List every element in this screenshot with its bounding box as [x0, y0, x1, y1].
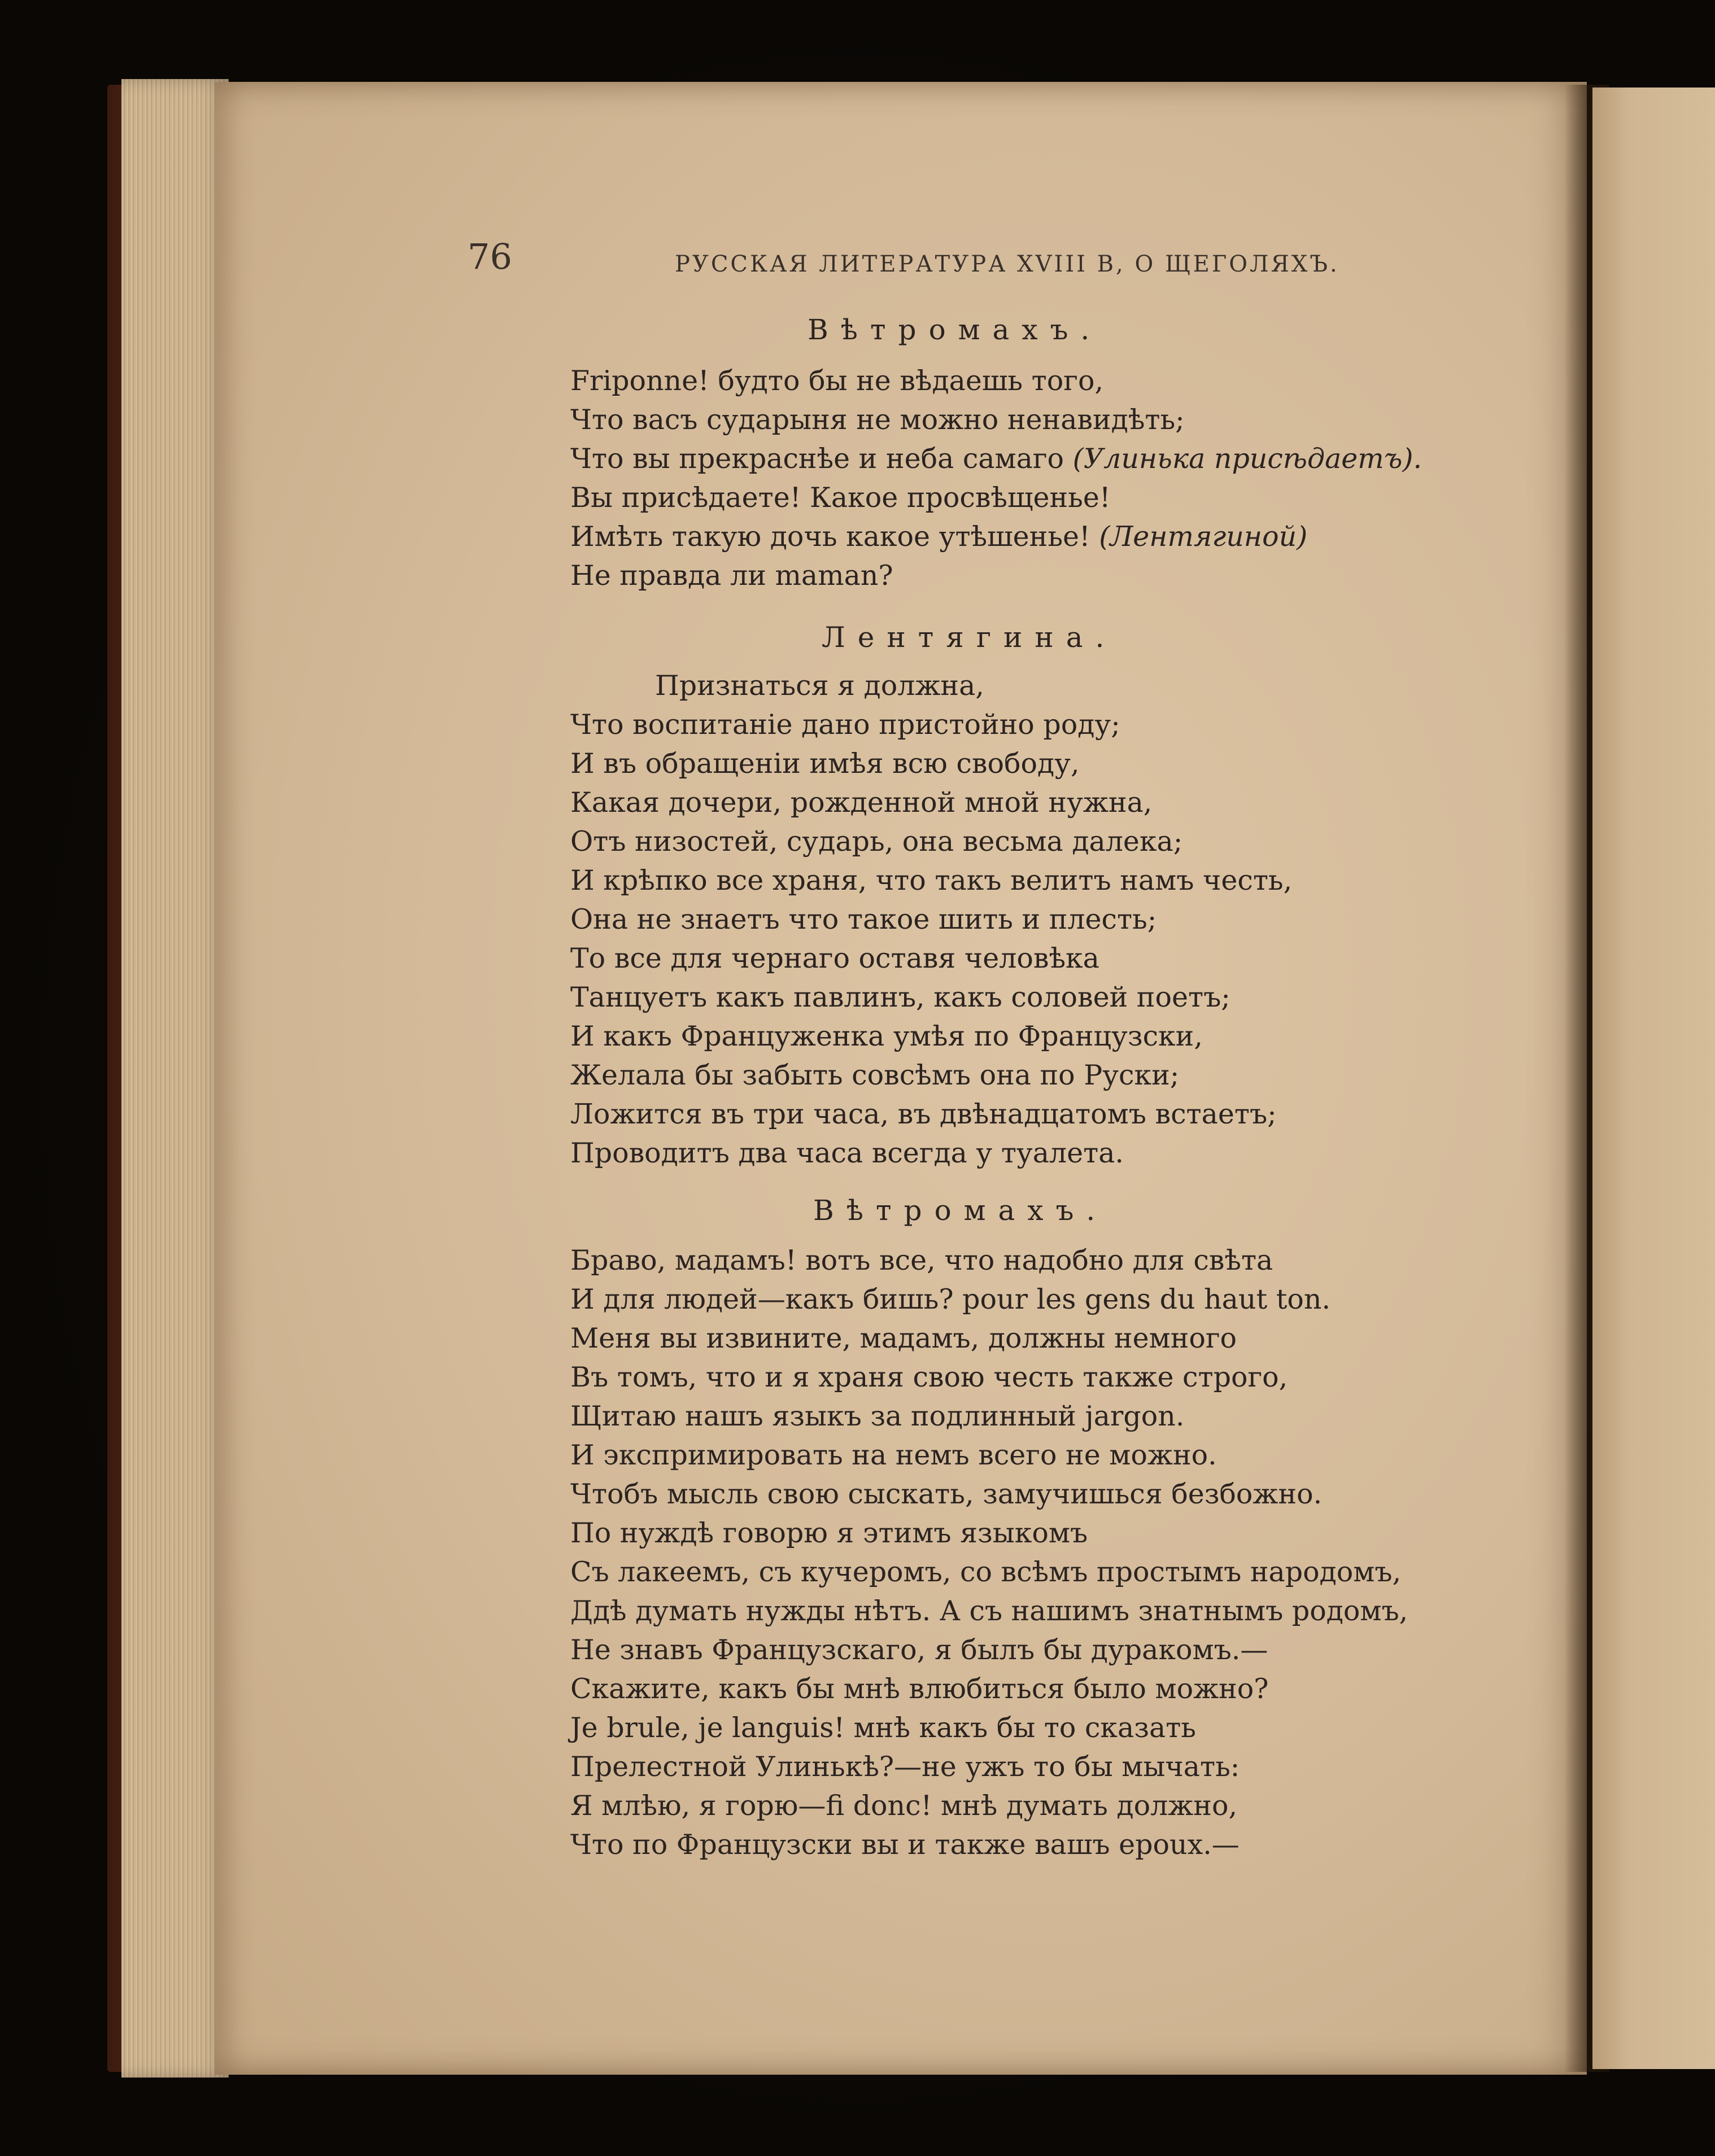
verse-text: Имѣть такую дочь какое утѣшенье!: [570, 521, 1090, 553]
verse-line: И экспримировать на немъ всего не можно.: [570, 1439, 1217, 1471]
verse-line: Что по Французски вы и также вашъ epoux.—: [570, 1829, 1240, 1861]
verse-line: Я млѣю, я горю—fi donc! мнѣ думать должно,: [570, 1790, 1238, 1822]
verse-line: Ддѣ думать нужды нѣтъ. А съ нашимъ знатнымъ родомъ,: [570, 1595, 1408, 1627]
verse-text: Что вы прекраснѣе и неба самаго: [570, 443, 1064, 475]
verse-line: Проводитъ два часа всегда у туалета.: [570, 1137, 1124, 1169]
verse-line: Не правда ли maman?: [570, 559, 893, 592]
verse-line: Не знавъ Французскаго, я былъ бы дуракомъ.—: [570, 1634, 1268, 1666]
verse-line: Съ лакеемъ, съ кучеромъ, со всѣмъ простымъ народомъ,: [570, 1556, 1402, 1588]
verse-line: Щитаю нашъ языкъ за подлинный jargon.: [570, 1400, 1185, 1432]
verse-line: Отъ низостей, сударь, она весьма далека;: [570, 825, 1183, 858]
running-head: РУССКАЯ ЛИТЕРАТУРА XVIII В, О ЩЕГОЛЯХЪ.: [675, 251, 1339, 277]
verse-line: И какъ Француженка умѣя по Французски,: [570, 1020, 1203, 1052]
verse-line: И для людей—какъ бишь? pour les gens du haut ton.: [570, 1283, 1331, 1315]
verse-line: Что васъ сударыня не можно ненавидѣть;: [570, 404, 1185, 436]
page-number: 76: [468, 236, 512, 277]
verse-line: Какая дочери, рожденной мной нужна,: [570, 786, 1153, 819]
speaker-name: Лентягина.: [822, 621, 1117, 654]
verse-line: Желала бы забыть совсѣмъ она по Руски;: [570, 1059, 1180, 1091]
verse-line: То все для чернаго оставя человѣка: [570, 942, 1099, 974]
verse-line: И въ обращеніи имѣя всю свободу,: [570, 747, 1080, 780]
verse-line: Чтобъ мысль свою сыскать, замучишься безбожно.: [570, 1478, 1323, 1510]
verse-line: [570, 439, 1422, 478]
verse-line: Она не знаетъ что такое шить и плесть;: [570, 903, 1157, 935]
stage-direction: (Улинька присѣдаетъ).: [1072, 443, 1422, 475]
verse-line: Скажите, какъ бы мнѣ влюбиться было можно?: [570, 1673, 1269, 1705]
verse-line: Признаться я должна,: [655, 670, 984, 702]
verse-line: Je brule, je languis! мнѣ какъ бы то сказать: [570, 1712, 1196, 1744]
verse-line: Танцуетъ какъ павлинъ, какъ соловей поетъ;: [570, 981, 1230, 1013]
speaker-name: Вѣтромахъ.: [808, 313, 1102, 346]
verse-block: [570, 666, 1292, 1173]
verse-block: [570, 361, 1422, 595]
verse-line: Friponne! будто бы не вѣдаешь того,: [570, 365, 1104, 397]
verse-line: Вы присѣдаете! Какое просвѣщенье!: [570, 482, 1111, 514]
verse-line: Что воспитаніе дано пристойно роду;: [570, 709, 1120, 741]
verse-line: Браво, мадамъ! вотъ все, что надобно для свѣта: [570, 1244, 1273, 1276]
verse-line: По нуждѣ говорю я этимъ языкомъ: [570, 1517, 1088, 1549]
verse-line: Меня вы извините, мадамъ, должны немного: [570, 1322, 1237, 1354]
verse-line: [570, 517, 1422, 556]
verse-line: Прелестной Улинькѣ?—не ужъ то бы мычать:: [570, 1751, 1240, 1783]
verse-line: Ложится въ три часа, въ двѣнадцатомъ встаетъ;: [570, 1098, 1277, 1130]
verse-line: Въ томъ, что и я храня свою честь также строго,: [570, 1361, 1288, 1393]
speaker-name: Вѣтромахъ.: [813, 1194, 1108, 1227]
stage-direction: (Лентягиной): [1099, 521, 1308, 553]
verse-line: И крѣпко все храня, что такъ велитъ намъ честь,: [570, 864, 1293, 896]
verse-block: [570, 1241, 1408, 1864]
